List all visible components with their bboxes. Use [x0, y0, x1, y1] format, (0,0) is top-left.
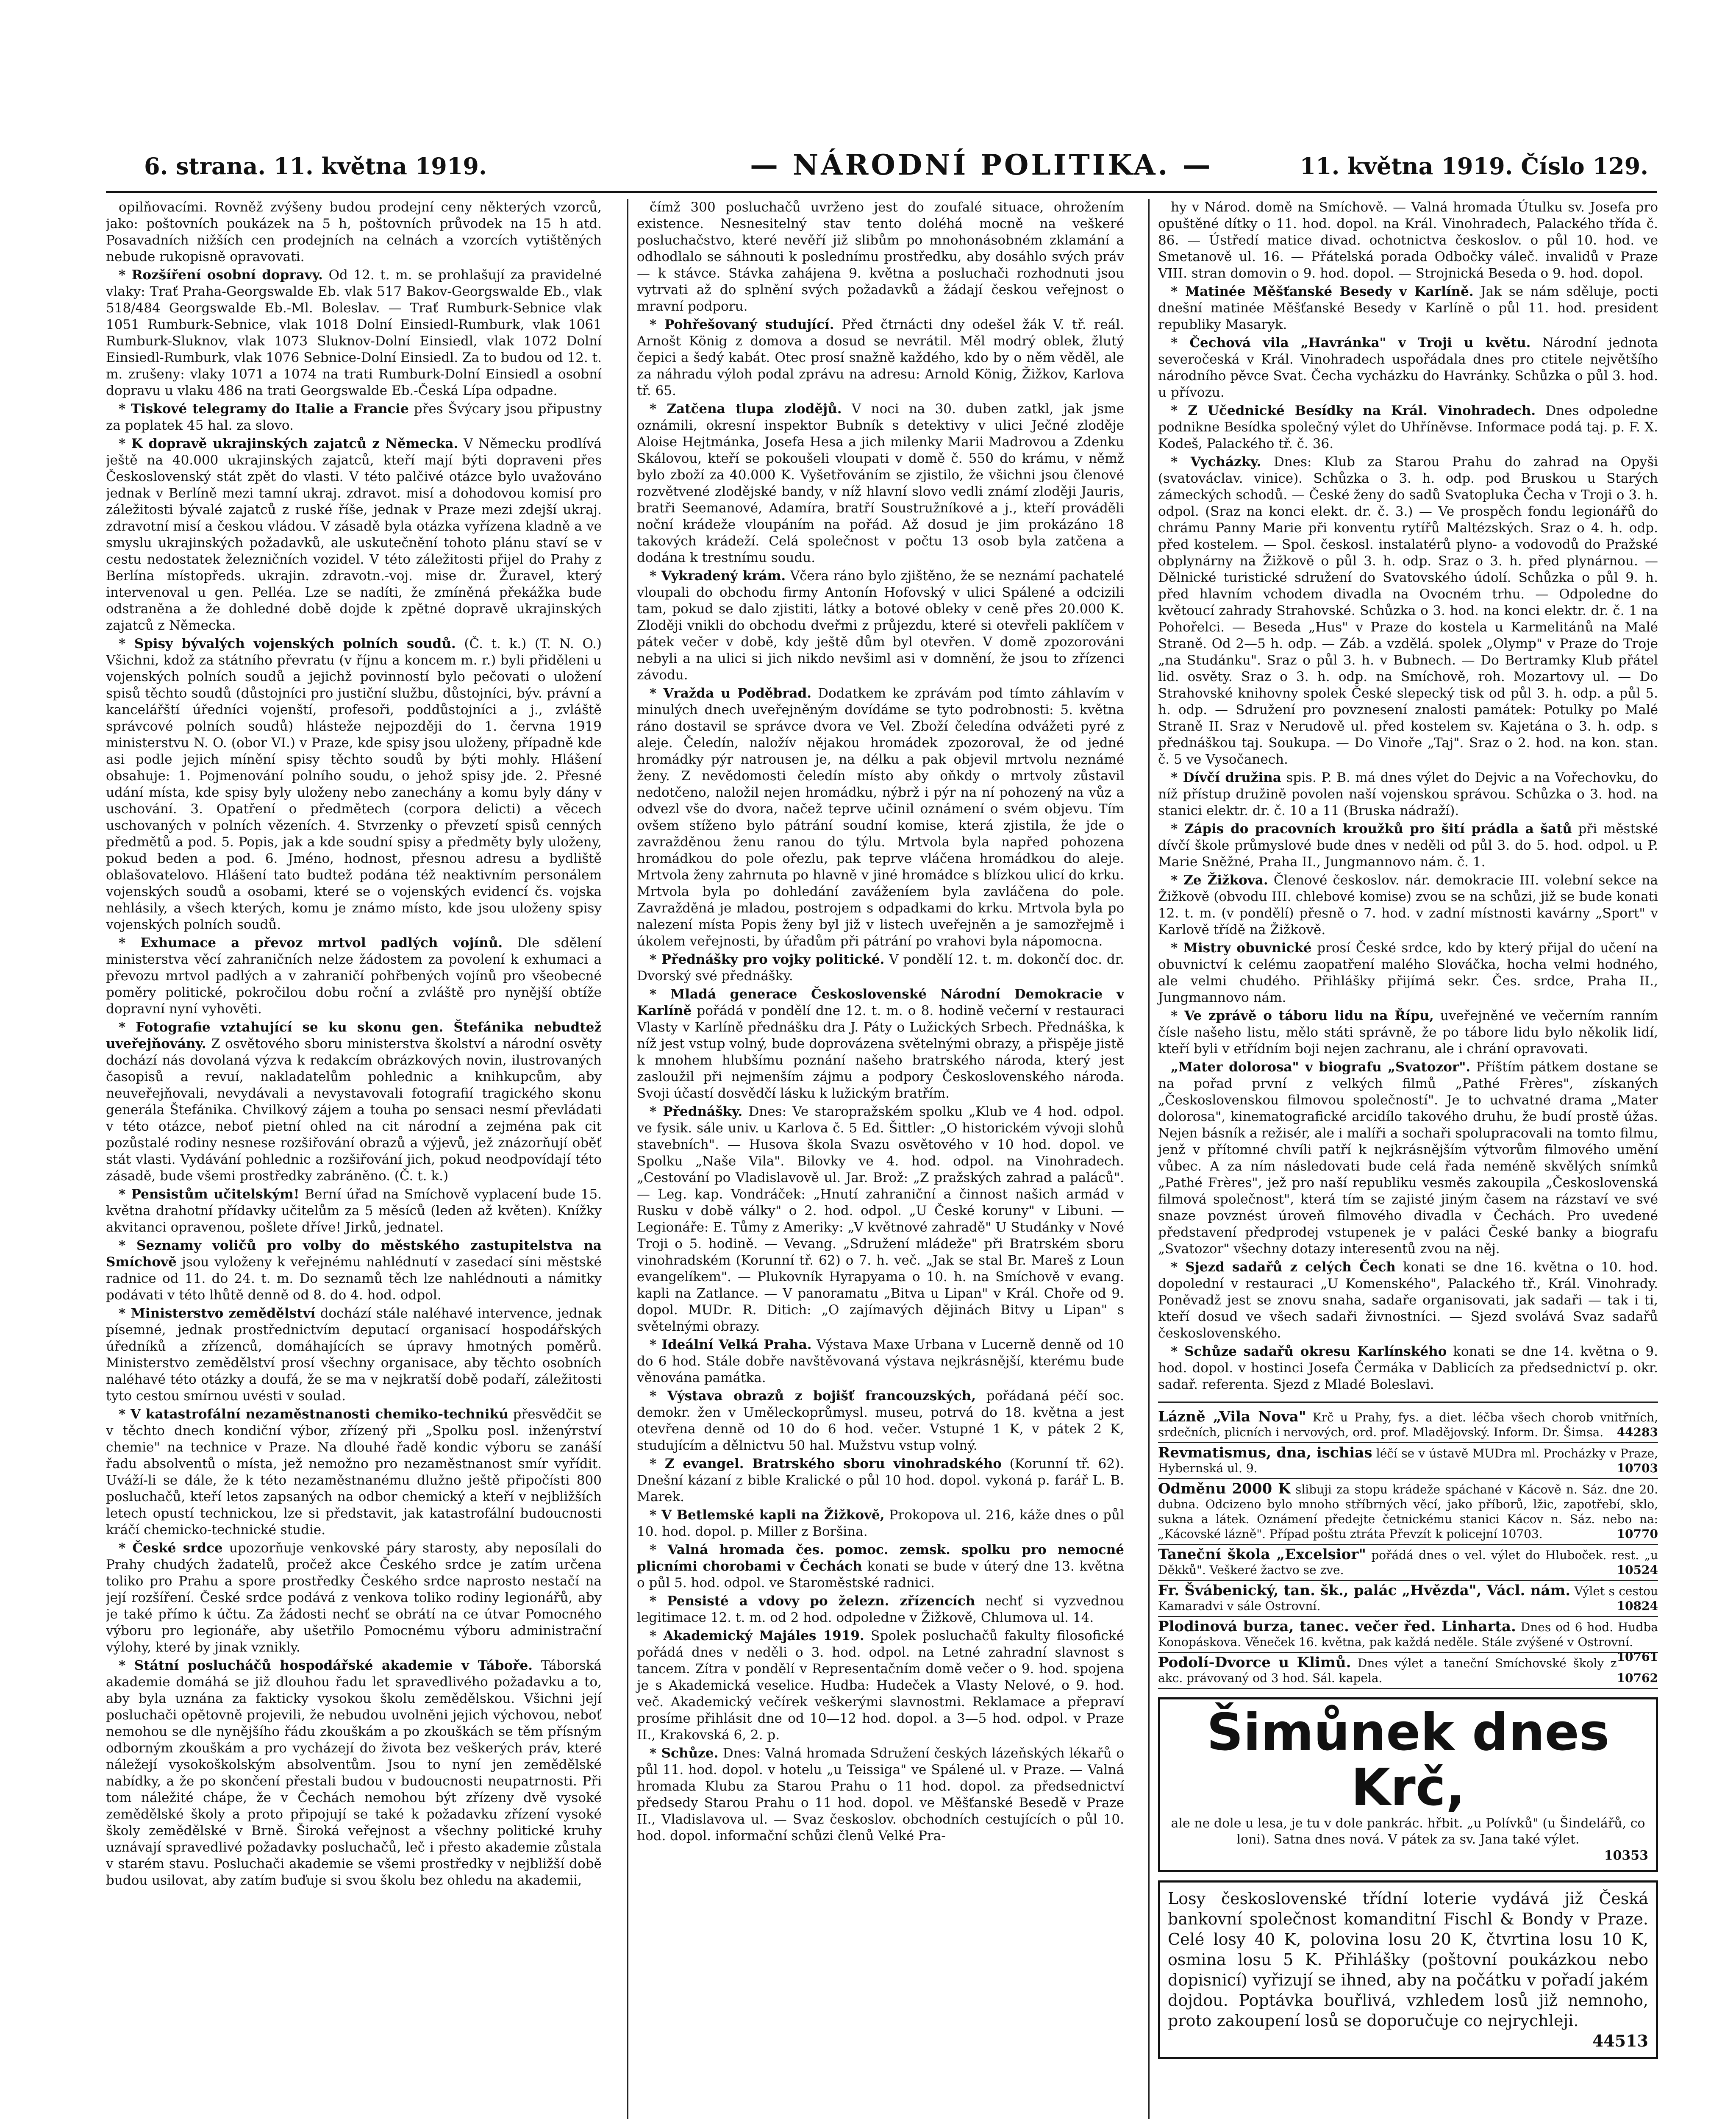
article-text: (Korunní tř. 62). Dnešní kázaní z bible Kralické o půl 10 hod. dopol. vykoná p. farář L. B. Marek.	[637, 1456, 1124, 1504]
news-item	[637, 317, 1124, 399]
article-text: Dnes: Klub za Starou Prahu do zahrad na Opyši (svatováclav. vinice). Schůzka o 3. h. odp. pod Bruskou u Starých zámeckých schodů. — České ženy do sadů Svatopluka Čecha v Troji o 3. h. odpol. (Sraz na konci elekt. dr. č. 3.) — Ve prospěch fondu legionářů do chrámu Panny Marie při konventu rytířů Maltézských. Sraz o 4. h. odp. před kostelem. — Spol. českosl. instalatérů plyno- a vodovodů do Pražské obplynárny na Žižkově o půl 3. h. odp. Sraz o 3. h. před plynárnou. — Dělnické turistické sdružení do Svatovského údolí. Schůzka o půl 9. h. před hlavním vchodem divadla na Ovocném trhu. — Odpoledne do květoucí zahrady Strahovské. Schůzka o 3. hod. na konci elektr. dr. č. 1 na Pohořelci. — Beseda „Hus" v Praze do kostela u Karmelitánů na Malé Straně. Od 2—5 h. odp. — Záb. a vzdělá. spolek „Olymp" v Praze do Troje „na Studánku". Sraz o půl 3. h. v Bubnech. — Do Bertramky Klub přátel lid. osvěty. Sraz o 3. h. odp. na Smíchově, roh. Mozartovy ul. — Do Strahovské knihovny spolek České slepecký tisk od půl 3. h. odp. a půl 5. h. odp. — Sdružení pro povznesení znalosti památek: Potulky po Malé Straně II. Sraz v Nerudově ul. před kostelem sv. Kajetána o 3. h. odp. s přednáškou taj. Soukupa. — Do Vinoře „Taj". Sraz o 2. hod. na kon. stan. č. 5 ve Vysočanech.	[1158, 454, 1658, 767]
ad-headline: Fr. Švábenický, tan. šk., palác „Hvězda", Václ. nám.	[1158, 1582, 1571, 1599]
news-item	[1158, 335, 1658, 401]
ad-code: 10770	[1617, 1527, 1658, 1541]
article-headline: * Ve zprávě o táboru lidu na Řípu,	[1171, 1008, 1434, 1023]
article-text: V Německu prodlívá ještě na 40.000 ukrajinských zajatců, kteří mají býti dopraveni přes Československý stát zpět do vlasti. V této palčivé otázce bylo uvažováno jednak v Berlíně mezi tamní ukraj. zdravot. misí a dohodovou komisí pro záležitosti bývalé zajatců z ruské říše, jednak v Praze mezi zdejší ukraj. zdravotní misí a českou vládou. V zásadě byla otázka vyřízena kladně a ve smyslu ukrajinských požadavků, ale uskutečnění tohoto plánu staví se v cestu nedostatek železničních vozidel. V této záležitosti přijel do Prahy z Berlína místopředs. ukrajin. zdravotn.-voj. mise dr. Žuravel, který intervenoval u gen. Pelléa. Lze se nadíti, že zmíněná překážka bude odstraněna a že dohledné době dojde k zpětné dopravě ukrajinských zajatců z Německa.	[106, 436, 602, 633]
article-text: Jak se nám sděluje, pocti dnešní matinée Měšťanské Besedy v Karlíně o půl 11. hod. president republiky Masaryk.	[1158, 284, 1658, 332]
column-2	[627, 199, 1124, 2119]
column-3-items	[1158, 199, 1658, 1393]
ad-text: pořádá dnes o vel. výlet do Hluboček. rest. „u Děkků". Veškeré žactvo se zve.	[1158, 1548, 1658, 1577]
ad-headline: Revmatismus, dna, ischias	[1158, 1444, 1372, 1461]
news-item	[637, 199, 1124, 315]
article-text: nechť si vyzvednou legitimace 12. t. m. od 2 hod. odpoledne v Žižkově, Chlumova ul. 14.	[637, 1593, 1124, 1625]
article-headline: * Přednášky.	[650, 1104, 743, 1119]
news-item	[1158, 1343, 1658, 1393]
article-headline: * Pensistům učitelským!	[119, 1187, 300, 1202]
article-headline: * Vycházky.	[1171, 454, 1261, 470]
article-headline: * Mladá generace Československé Národní Demokracie v Karlíně	[637, 987, 1124, 1018]
article-headline: * Ze Žižkova.	[1171, 873, 1268, 888]
classified-ad	[1158, 1443, 1658, 1479]
article-text: Dnes: Ve staropražském spolku „Klub ve 4 hod. odpol. ve fysik. sále univ. u Karlova č. 5 Ed. Šittler: „O historickém vývoji slohů stavebních". — Husova škola Svazu osvětového v 10 hod. dopol. ve Spolku „Naše Vila". Bilovky ve 4. hod. odpol. na Vinohradech. „Cestování po Vladislavově ul. Jar. Brož: „Z pražských zahrad a paláců". — Leg. kap. Vondráček: „Hnutí zahraniční a činnost našich armád v Rusku v době války" o 2. hod. odpol. „U České koruny" v Libuni. — Legionáře: E. Tůmy z Ameriky: „V květnové zahradě" U Studánky v Nové Troji o 5. hodině. — Vevang. „Sdružení mládeže" při Bratrském sboru vinohradském (Korunní tř. 62) o 7. h. več. „Jak se stal Br. Mareš z Loun evangelíkem". — Plukovník Hyrapyama o 10. h. na Smíchově v evang. kapli na Zatlance. — V panoramatu „Bitva u Lipan" v Král. Choře od 9. dopol. MUDr. R. Ditich: „O zajímavých dějinách Bitvy u Lipan" s světelnými obrazy.	[637, 1104, 1124, 1334]
article-text: uveřejněné ve večerním ranním čísle našeho listu, mělo státi správně, že po tábore lidu bylo několik lidí, kteří byli v etřídním boji nejen zachranu, ale i chrání opravovati.	[1158, 1008, 1658, 1057]
ad-text: Výlet s cestou Kamaradvi v sále Ostrovní.	[1158, 1584, 1658, 1613]
article-headline: * Schůze.	[650, 1746, 719, 1761]
news-item	[637, 1104, 1124, 1335]
newspaper-title: — NÁRODNÍ POLITIKA. —	[750, 148, 1213, 181]
ad-code: 10762	[1617, 1671, 1658, 1685]
news-item	[106, 267, 602, 399]
article-text: Včera ráno bylo zjištěno, že se neznámí pachatelé vloupali do obchodu firmy Antonín Hofovský v ulici Spálené a odcizili tam, pokud se dalo zjistiti, látky a botové obleky v ceně přes 20.000 K. Zloději vnikli do obchodu dveřmi z průjezdu, které si otevřeli paklíčem v pátek večer v době, kdy ještě dům byl otevřen. V domě zpozorováni nebyli a na ulici si jich nikdo nevšiml asi v domnění, že jsou to zřízenci závodu.	[637, 568, 1124, 683]
article-headline: * Matinée Měšťanské Besedy v Karlíně.	[1171, 284, 1474, 299]
article-text: pořádá v pondělí dne 12. t. m. o 8. hodině večerní v restauraci Vlasty v Karlíně přednášku dra J. Páty o Lužických Srbech. Přednáška, k níž jest vstup volný, bude doprovázena světelnými obrazy, a přispěje jistě k mnohem hlubšímu poznání našeho bratrského národa, který jest zasloužil při nejmenším zájmu a podpory Československého národa. Svoji účastí dosvědčí lásku k lužickým bratřím.	[637, 1003, 1124, 1101]
news-item	[637, 1388, 1124, 1454]
lottery-ad-text: Losy československé třídní loterie vydává již Česká bankovní společnost komanditní Fischl & Bondy v Praze. Celé losy 40 K, polovina losu 20 K, čtvrtina losu 10 K, osmina losu 5 K. Přihlášky (poštovní poukázkou nebo dopisnicí) vyřizují se ihned, aby na počátku v pořadí jakém dojdou. Poptávka bouřlivá, vzhledem losů již nemnoho, proto zakoupení losů se doporučuje co nejrychleji.	[1168, 1889, 1648, 2030]
article-headline: * Vykradený krám.	[650, 568, 786, 584]
news-item	[637, 1628, 1124, 1744]
article-text: pořádaná péčí soc. demokr. žen v Uměleckoprůmysl. museu, potrvá do 18. května a jest otevřena denně od 10 do 6 hod. večer. Vstupné 1 K, v pátek 2 K, studujícím a dělnictvu 50 hal. Mužstvu vstup volný.	[637, 1388, 1124, 1453]
article-text: dochází stále naléhavé intervence, jednak písemné, jednak prostřednictvím deputací organisací hospodářských úředníků a zřízenců, domáhajících se úpravy hmotných poměrů. Ministerstvo zemědělství prosí všechny organisace, aby těchto osobních naléhavé této otázky a doufá, že se ma v nejkratší době podaří, záležitosti tyto cestou smírnou uvésti v soulad.	[106, 1306, 602, 1404]
column-1	[106, 199, 602, 2119]
ad-code: 10824	[1617, 1599, 1658, 1613]
article-headline: * Dívčí družina	[1171, 770, 1281, 785]
article-headline: * Vražda u Poděbrad.	[650, 686, 812, 701]
article-text: V pondělí 12. t. m. dokončí doc. dr. Dvorský své přednášky.	[637, 952, 1124, 984]
article-text: Z osvětového sboru ministerstva školství a národní osvěty dochází nás dovolaná výzva k redakcím obrázkových novin, ilustrovaných časopisů a revuí, nakladatelům pohlednic a knihkupcům, aby neuveřejňovali, nevydávali a nevystavovali fotografií tragického skonu generála Štefánika. Chvilkový zájem a touha po sensaci nesmí převládati v této otázce, neboť pietní ohled na cit národní a zejména pak cit pozůstalé rodiny nesnese rozšiřování obrazů a výjevů, jež znázorňují oběť stát vlasti. Vydávání pohlednic a rozšiřování jich, pokud neodpovídají této zásadě, bude všemi prostředky zabráněno. (Č. t. k.)	[106, 1036, 602, 1184]
article-headline: „Mater dolorosa" v biografu „Svatozor".	[1171, 1060, 1471, 1075]
date-issue-number: 11. května 1919. Číslo 129.	[1300, 153, 1648, 180]
article-text: Od 12. t. m. se prohlašují za pravidelné vlaky: Trať Praha-Georgswalde Eb. vlak 517 Bakov-Georgswalde Eb., vlak 518/484 Georgswalde Eb.-Ml. Boleslav. — Trať Rumburk-Sebnice vlak 1051 Rumburk-Sebnice, vlak 1018 Dolní Einsiedl-Rumburk, vlak 1061 Rumburk-Sluknov, vlak 1073 Sluknov-Dolní Einsiedl, vlak 1072 Dolní Einsiedl-Rumburk, vlak 1076 Sebnice-Dolní Einsiedl. Za to budou od 12. t. m. zrušeny: vlaky 1071 a 1074 na trati Rumburk-Dolní Einsiedl a osobní dopravu u vlaku 486 na trati Georgswalde Eb.-Česká Lípa odpadne.	[106, 267, 602, 398]
article-text: Příštím pátkem dostane se na pořad první z velkých filmů „Pathé Frères", získaných „Československou filmovou společností". Je to uchvatné drama „Mater dolorosa", kinematografické arcidílo takového druhu, že budí prostě úžas. Nejen básník a režisér, ale i malíři a sochaři spolupracovali na tomto filmu, jenž v přítomné chvíli patří k nejkrásnějším výtvorům filmového umění vůbec. A za ním následovati bude celá řada neméně skvělých snímků „Pathé Frères", jež pro naší republiku vesměs zakoupila „Československá filmová společnost", která tím se zajisté jiným časem na rázstaví ve své snaze povznést úroveň filmového divadla v Čechách. Pro uvedené představení předprodej vstupenek je v paláci České banky a biografu „Svatozor" všechny dotazy interesentů zvou na něj.	[1158, 1060, 1658, 1257]
article-headline: * Ministerstvo zemědělství	[119, 1306, 316, 1321]
article-headline: * V Betlemské kapli na Žižkově,	[650, 1507, 885, 1523]
news-item	[106, 1657, 602, 1889]
news-item	[637, 1542, 1124, 1591]
article-text: Národní jednota severočeská v Král. Vinohradech uspořádala dnes pro ctitele největšího národního pěvce Svat. Čecha vycházku do Havránky. Schůzka o půl 3. hod. u přívozu.	[1158, 335, 1658, 400]
article-text: Dnes odpoledne podnikne Besídka společný výlet do Uhříněvse. Informace podá taj. p. F. X. Kodeš, Palackého tř. č. 36.	[1158, 403, 1658, 451]
article-headline: * Zatčena tlupa zlodějů.	[650, 401, 842, 417]
article-headline: * V katastrofální nezaměstnanosti chemiko-technikú	[119, 1407, 508, 1422]
news-item	[1158, 940, 1658, 1006]
news-item	[637, 685, 1124, 950]
lottery-ad-code: 44513	[1592, 2031, 1648, 2050]
news-item	[637, 1745, 1124, 1844]
article-text: konati se dne 14. května o 9. hod. dopol. v hostinci Josefa Čermáka v Dablicích za předsednictví p. okr. sadař. referenta. Sjezd z Mladé Boleslavi.	[1158, 1344, 1658, 1392]
simunek-ad-title: Šimůnek dnes Krč,	[1206, 1703, 1610, 1817]
article-text: Výstava Maxe Urbana v Lucerně denně od 10 do 6 hod. Stále dobře navštěvovaná výstava nejkrásnější, kterému bude věnována památka.	[637, 1337, 1124, 1385]
simunek-ad-code: 10353	[1604, 1848, 1648, 1863]
ad-text: Dnes od 6 hod. Hudba Konopáskova. Věneček 16. května, pak každá neděle. Stále zvýšené v Ostrovní.	[1158, 1620, 1658, 1649]
article-text: přesvědčit se v těchto dnech kondiční výbor, zřízený při „Spolku posl. inženýrství chemie" na technice v Praze. Na dlouhé řadě kondic výboru se zanáší řadu absolventů o místa, jež nemožno pro nezaměstnanost smír vyřídit. Uváží-li se dále, že k této nezaměstnanému dlužno ještě připočísti 800 posluchačů, kteří letos zapsaných na odbor chemický a kteří v nejbližších letech opustí technickou, lze si představit, jak katastrofální budoucnosti kráčí chemicko-technické studie.	[106, 1407, 602, 1538]
article-text: Dle sdělení ministerstva věcí zahraničních nelze žádostem za povolení k exhumaci a převozu mrtvol padlých a v zahraničí pohřbených vojínů pro všeobecné poměry politické, pokročilou dobu roční a zvláště pro nynější obtíže dopravní nyní vyhověti.	[106, 935, 602, 1017]
news-item	[637, 1456, 1124, 1505]
article-headline: * Mistry obuvnické	[1171, 940, 1312, 956]
simunek-ad-body: ale ne dole u lesa, je tu v dole pankrác. hřbit. „u Polívků" (u Šindelářů, co loni). Satna dnes nová. V pátek za sv. Jana také výlet.	[1171, 1816, 1645, 1847]
ad-headline: Plodinová burza, tanec. večer řed. Linharta.	[1158, 1618, 1516, 1635]
article-headline: * Spisy bývalých vojenských polních soudů.	[119, 636, 456, 651]
article-headline: * Z evangel. Bratrského sboru vinohradského	[650, 1456, 1002, 1471]
article-text: Dodatkem ke zprávám pod tímto záhlavím v minulých dnech uveřejněným dovídáme se tyto podrobnosti: 5. května ráno dostavil se správce dvora ve Vel. Zboží čeledína odvážeti pyré z aleje. Čeledín, naložív nějakou hromádek zpozoroval, že od jedné hromádky pýr natrousen je, na délku a pak objevil mrtvolu neznámé ženy. Z nevědomosti čeledín místo aby oňkdy o mrtvoly zůstavil nedotčeno, naložil nejen hromádku, nýbrž i pýr na ní pohozený na vůz a odvezl vše do dvora, načež teprve učinil oznámení o svém objevu. Tím ovšem stíženo bylo pátrání soudní komise, která zjistila, že jde o zavražděnou ženu ranou do týlu. Mrtvola byla napřed pohozena hromádkou do pole ořezlu, pak teprve vláčena hromádkou do aleje. Mrtvola ženy zahrnuta po hlavně v jiné hromádce s blízkou ulicí do krku. Mrtvola byla po dohledání zaváženíem byla zavláčena do pole. Zavražděná je mladou, postrojem s odpadkami do krku. Mrtvola byla po nalezení místa Popis ženy byl již v listech uveřejněn a je samozřejmě i úkolem veřejnosti, by úřadům při pátrání po vrahovi byla nápomocna.	[637, 686, 1124, 949]
article-text: (Č. t. k.) (T. N. O.) Všichni, kdož za státního převratu (v říjnu a koncem m. r.) byli přiděleni u vojenských polních soudů a jejichž povinností bylo pečovati o uložení spisů těchto soudů (důstojníci pro justiční službu, důstojníci, býv. právní a kancelářští úředníci vojenští, profesoři, poddůstojníci a j., zvláště správcové polních soudů) hlásteže nejpozději do 1. června 1919 ministerstvu N. O. (obor VI.) v Praze, kde spisy jsou uloženy, případně kde asi podle jejich mínění spisy těchto soudů by býti mohly. Hlášení obsahuje: 1. Pojmenování polního soudu, o jehož spisy jde. 2. Přesné udání místa, kde spisy byly uloženy nebo zanechány a komu byly dány v uschování. 3. Opatření o předmětech (corpora delicti) a věcech uschovaných v polních vězeních. 4. Stvrzenky o převzetí spisů cenných předmětů a pod. 5. Popis, jak a kde soudní spisy a předměty byly uloženy, pokud beden a pod. 6. Jméno, hodnost, přesnou adresu a bydliště oblašovatelovo. Hlášení tato budtež podána též neaktivním personálem vojenských soudů a osobami, které se o vojenských evidencí čs. vojska nehlásily, a všech kterých, komu je známo místo, kde jsou uloženy spisy vojenských polních soudů.	[106, 636, 602, 932]
news-item	[1158, 454, 1658, 768]
article-headline: * Rozšíření osobní dopravy.	[119, 267, 323, 283]
article-headline: * Výstava obrazů z bojišť francouzských,	[650, 1388, 976, 1404]
news-item	[637, 1507, 1124, 1540]
news-item	[1158, 1259, 1658, 1342]
classified-ads	[1158, 1402, 1658, 1689]
article-headline: * K dopravě ukrajinských zajatců z Německa.	[119, 436, 458, 451]
ad-text: Dnes výlet a taneční Smíchovské školy z akc. právovaný od 3 hod. Sál. kapela.	[1158, 1656, 1617, 1685]
ad-headline: Podolí-Dvorce u Klimů.	[1158, 1654, 1351, 1671]
article-text: při městské dívčí škole průmyslové bude dnes v neděli od půl 3. do 5. hod. odpol. u P. Marie Sněžné, Praha II., Jungmannovo nám. č. 1.	[1158, 821, 1658, 870]
news-item	[106, 436, 602, 634]
news-item	[106, 1406, 602, 1538]
classified-ad	[1158, 1581, 1658, 1617]
article-headline: * České srdce	[119, 1541, 223, 1556]
news-item	[637, 951, 1124, 984]
article-text: Před čtrnácti dny odešel žák V. tř. reál. Arnošt König z domova a dosud se nevrátil. Měl modrý oblek, žlutý čepici a šedý kabát. Otec prosí snažně každého, kdo by o něm věděl, ale za náhradu výloh podal zprávu na adresu: Arnold König, Žižkov, Karlova tř. 65.	[637, 317, 1124, 398]
page-header	[106, 144, 1657, 193]
classified-ad	[1158, 1407, 1658, 1443]
article-headline: * Schůze sadařů okresu Karlínského	[1171, 1344, 1447, 1359]
article-headline: * Exhumace a převoz mrtvol padlých vojínů.	[119, 935, 503, 951]
classified-ad	[1158, 1653, 1658, 1689]
news-item	[637, 401, 1124, 566]
news-item	[1158, 284, 1658, 333]
news-item	[1158, 872, 1658, 938]
article-columns	[106, 199, 1657, 2119]
news-item	[1158, 1008, 1658, 1057]
article-text: konati se dne 16. května o 10. hod. dopolední v restauraci „U Komenského", Palackého tř., Král. Vinohrady. Poněvadž jest se znovu snaha, sadaře organisovati, jak sadaři — tak i ti, kteří dosud ve všech sadaři živnostníci. — Sjezd svolává Svaz sadařů československého.	[1158, 1260, 1658, 1341]
article-text: Prokopova ul. 216, káže dnes o půl 10. hod. dopol. p. Miller z Boršina.	[637, 1507, 1124, 1539]
ad-text: slibuji za stopu krádeže spáchané v Kácově n. Sáz. dne 20. dubna. Odcizeno bylo mnoho stříbrných věcí, jako příborů, lžic, zapotřebí, sklo, sukna a látek. Oznámení předejte četnickému stanici Kácov n. Sáz. nebo na: „Kácovské lázně". Případ poštu ztráta Převzít k policejní 10703.	[1158, 1482, 1658, 1541]
article-text: Berní úřad na Smíchově vyplacení bude 15. května drahotní přídavky učitelům za 5 měsíců (leden až květen). Knížky akvitanci opravenou, pošlete dříve! Jirků, jednatel.	[106, 1187, 602, 1235]
article-text: opilňovacími. Rovněž zvýšeny budou prodejní ceny některých vzorců, jako: poštovních poukázek na 5 h, poštovních průvodek na 15 h atd. Posavadních nižších cen prodejních na celnách a vzorcích vytištěných nebude rukopisně opravovati.	[106, 200, 602, 264]
article-text: Spolek posluchačů fakulty filosofické pořádá dnes v neděli o 3. hod. odpol. na Letné zahradní slavnost s tancem. Zítra v pondělí v Representačním domě večer o 9. hod. spojena je s Akademická veselice. Hudba: Hudeček a Vlasty Nelové, o 9. hod. več. Akademický večírek veškerými slavnostmi. Reklamace a přepraví prosíme přihlásit dne od 10—12 hod. dopol. a 3—5 hod. odpol. v Praze II., Krakovská 6, 2. p.	[637, 1628, 1124, 1743]
article-headline: * Z Učednické Besídky na Král. Vinohradech.	[1171, 403, 1536, 418]
news-item	[1158, 199, 1658, 282]
classified-ad	[1158, 1545, 1658, 1581]
article-headline: * Sjezd sadařů z celých Čech	[1171, 1260, 1396, 1275]
article-headline: * Fotografie vztahující se ku skonu gen. Štefánika nebudtež uveřejňovány.	[106, 1020, 602, 1051]
article-headline: * Přednášky pro vojky politické.	[650, 952, 885, 967]
article-text: čímž 300 posluchačů uvrženo jest do zoufalé situace, ohrožením existence. Nesnesitelný stav tento doléhá mocně na veškeré posluchačstvo, které nevěří již slibům po mnohonásobném zklamání a odhodlalo se sáhnouti k poslednímu prostředku, aby dosáhlo svých práv — k stávce. Stávka zahájena 9. května a posluchači rozhodnuti jsou vytrvati až do splnění svých požadavků a žádají českou veřejnost o mravní podporu.	[637, 200, 1124, 314]
news-item	[106, 1237, 602, 1304]
article-text: V noci na 30. duben zatkl, jak jsme oznámili, okresní inspektor Bubník s detektivy v ulici Ječné zloděje Aloise Hejtmánka, Josefa Hesa a jich milenky Marii Madrovou a Zdenku Skálovou, kteří se pokoušeli vloupati v domě č. 550 do krámu, v němž bylo zboží za 40.000 K. Vyšetřováním se zjistilo, že všichni jsou členové rozvětvené zlodějské bandy, v níž hlavní slovo vedli známí zloději Jauris, bratři Seemanové, Adamíra, bratří Soustružníkové a j., kteří prováděli noční krádeže vloupáním na pořád. Až dosud je jim prokázáno 18 takových krádeží. Celá společnost v počtu 13 osob byla zatčena a dodána k trestnímu soudu.	[637, 401, 1124, 565]
news-item	[106, 1540, 602, 1656]
ad-code: 10524	[1617, 1563, 1658, 1577]
news-item	[106, 636, 602, 933]
news-item	[106, 935, 602, 1018]
ad-headline: Taneční škola „Excelsior"	[1158, 1546, 1366, 1563]
article-headline: * Zápis do pracovních kroužků pro šití prádla a šatů	[1171, 821, 1572, 837]
article-headline: * Pensisté a vdovy po železn. zřízencích	[650, 1593, 975, 1609]
article-headline: * Valná hromada čes. pomoc. zemsk. spolku pro nemocné plicními chorobami v Čechách	[637, 1542, 1124, 1574]
news-item	[106, 1019, 602, 1185]
column-3	[1148, 199, 1658, 2119]
ad-text: léčí se v ústavě MUDra ml. Procházky v Praze, Hybernská ul. 9.	[1158, 1446, 1658, 1475]
ad-headline: Odměnu 2000 K	[1158, 1480, 1291, 1497]
article-text: konati se bude v úterý dne 13. května o půl 5. hod. odpol. ve Staroměstské radnici.	[637, 1559, 1124, 1591]
ad-code: 44283	[1617, 1425, 1658, 1439]
article-headline: * Akademický Majáles 1919.	[650, 1628, 864, 1643]
news-item	[1158, 770, 1658, 819]
article-headline: * Státní poslucháčů hospodářské akademie v Táboře.	[119, 1658, 533, 1673]
classified-ad	[1158, 1479, 1658, 1545]
article-text: přes Švýcary jsou připustny za poplatek 45 hal. za slovo.	[106, 401, 602, 433]
article-headline: * Seznamy voličů pro volby do městského zastupitelstva na Smíchově	[106, 1238, 602, 1270]
article-text: spis. P. B. má dnes výlet do Dejvic a na Vořechovku, do níž přístup družině povolen naší vojenskou správou. Schůzka o 3. hod. na stanici elektr. dr. č. 10 a 11 (Bruska nádraží).	[1158, 770, 1658, 818]
simunek-ad	[1158, 1697, 1658, 1872]
article-text: prosí České srdce, kdo by který přijal do učení na obuvnictví k celému zaopatření malého Slováčka, hocha velmi hodného, ale velmi chudého. Přihlášky přijímá sekr. Čes. srdce, Praha II., Jungmannovo nám.	[1158, 940, 1658, 1005]
news-item	[1158, 1059, 1658, 1257]
article-text: Členové českoslov. nár. demokracie III. volební sekce na Žižkově (obvodu III. chlebové komise) zvou se na schůzi, již se bude konati 12. t. m. (v pondělí) přesně o 7. hod. v zadní místnosti kavárny „Sport" v Karlově třídě na Žižkově.	[1158, 873, 1658, 937]
page-number-date: 6. strana. 11. května 1919.	[144, 153, 487, 180]
lottery-ad	[1158, 1880, 1658, 2059]
ad-code: 10703	[1617, 1461, 1658, 1475]
news-item	[106, 1186, 602, 1236]
article-text: upozorňuje venkovské páry starosty, aby neposílali do Prahy chudých žadatelů, pročež akce Českého srdce je zatím určena toliko pro Prahu a spore prostředky Českého srdce naprosto nestačí na její rozšíření. České srdce podává z venkova toliko rodiny legionářů, aby je také přímo k účtu. Za žádosti nechť se obrátí na ce útvar Pomocného výboru pro legionáře, aby ušetřilo Pomocnému výboru administrační výlohy, které by jinak vznikly.	[106, 1541, 602, 1655]
ad-headline: Lázně „Vila Nova"	[1158, 1408, 1306, 1425]
article-headline: * Ideální Velká Praha.	[650, 1337, 812, 1352]
article-headline: * Tiskové telegramy do Italie a Francie	[119, 401, 409, 417]
news-item	[106, 1305, 602, 1404]
article-text: Dnes: Valná hromada Sdružení českých lázeňských lékařů o půl 11. hod. dopol. v hotelu „u Teissiga" ve Spálené ul. v Praze. — Valná hromada Klubu za Starou Prahu o 11 hod. dopol. za předsednictví předsedy Starou Prahu o 11 hod. dopol. ve Měšťanské Besedě v Praze II., Vladislavova ul. — Svaz českoslov. obchodních cestujících o půl 10. hod. dopol. informační schůzi členů Velké Pra-	[637, 1746, 1124, 1844]
news-item	[637, 568, 1124, 684]
news-item	[637, 1593, 1124, 1626]
ad-text: Krč u Prahy, fys. a diet. léčba všech chorob vnitřních, srdečních, plicních i nervových, ord. prof. Mladějovský. Inform. Dr. Šimsa.	[1158, 1410, 1658, 1439]
article-headline: * Čechová vila „Havránka" v Troji u květu.	[1171, 335, 1531, 350]
article-text: hy v Národ. domě na Smíchově. — Valná hromada Útulku sv. Josefa pro opuštěné dítky o 11. hod. dopol. na Král. Vinohradech, Palackého třída č. 86. — Ústředí matice divad. ochotnictva českoslov. o půl 10. hod. ve Smetanově ul. 16. — Přátelská porada Odbočky váleč. invalidů v Praze VIII. stran domovin o 9. hod. dopol. — Strojnická Beseda o 9. hod. dopol.	[1158, 200, 1658, 281]
article-text: jsou vyloženy k veřejnému nahlédnutí v zasedací síni městské radnice od 11. do 24. t. m. Do seznamů těch lze nahlédnouti a námitky podávati v této lhůtě denně od 8. do 4. hod. odpol.	[106, 1254, 602, 1303]
article-headline: * Pohřešovaný studující.	[650, 317, 834, 332]
news-item	[637, 986, 1124, 1102]
news-item	[106, 199, 602, 265]
ad-code: 10761	[1617, 1650, 1658, 1664]
news-item	[1158, 821, 1658, 870]
news-item	[106, 401, 602, 434]
news-item	[1158, 403, 1658, 452]
article-text: Táborská akademie domáhá se již dlouhou řadu let spravedlivého požadavku a to, aby byla uznána za fakticky vysokou školu zemědělskou. Všichni její posluchači opětovně projevili, že nebudou uvolněni jejich výchovou, neboť nemohou se dle nynějšího řádu zkouškám a po zkouškách se těm přísným odborným zkouškám a pro vycházejí do života bez veškerých práv, které náležejí vysokoškolským absolventům. Jsou to nyní jen zemědělské nabídky, a že po skončení přestali budou v budoucnosti neupatrnosti. Při tom náležité chápe, že v Čechách nemohou být zřízeny dvě vysoké zemědělské školy a proto připojují se také k požadavku zřízení vysoké školy zemědělské v Brně. Široká veřejnost a všechny politické kruhy uznávají spravedlivé požadavky posluchačů, leč i přesto akademie zůstala v starém stavu. Posluchači akademie se všemi prostředky v nejbližší době budou usilovat, aby zatím buďuje si svou školu bez ohledu na akademii,	[106, 1658, 602, 1888]
news-item	[637, 1337, 1124, 1386]
